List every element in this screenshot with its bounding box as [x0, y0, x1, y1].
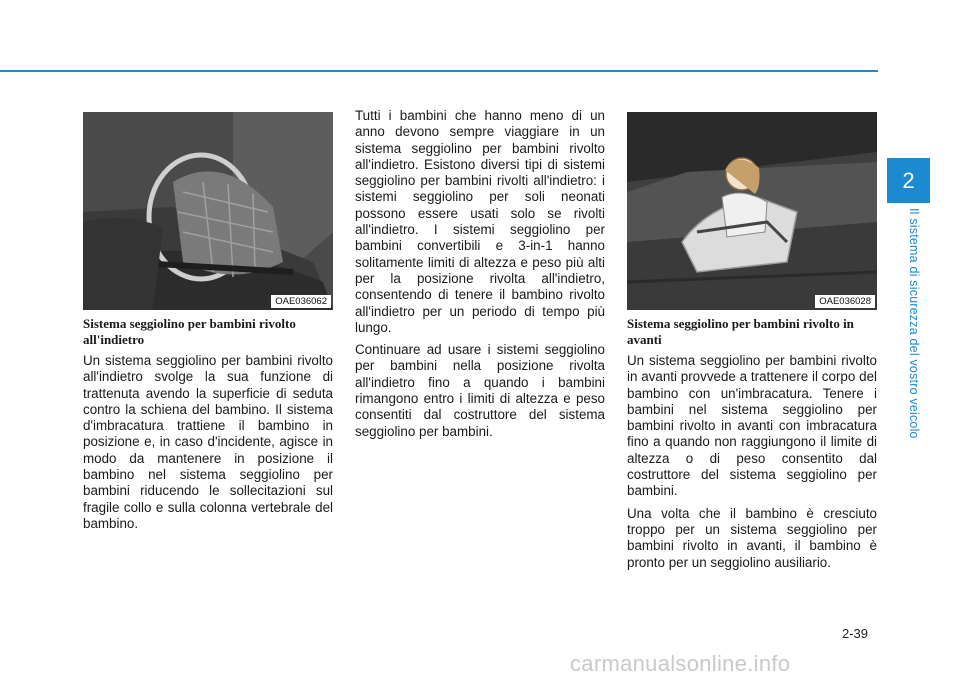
forward-facing-seat-illustration — [627, 112, 877, 310]
forward-facing-seat-figure — [627, 112, 877, 310]
figure-code-label: OAE036028 — [815, 295, 875, 308]
right-paragraph-1: Un sistema seggiolino per bambini rivolto in avanti provvede a trattenere il corpo del bambino con un'imbracatura. Tenere i bambini nel sistema seggiolino per bambini rivolto in avanti con imbracatura fino a quando non raggiungono il limite di altezza o di peso consentito dal costruttore del sistema seggiolino per bambini. — [627, 353, 877, 499]
rear-facing-seat-figure — [83, 112, 333, 310]
right-paragraph-2: Una volta che il bambino è cresciuto troppo per un sistema seggiolino per bambini rivolto in avanti, il bambino è pronto per un seggiolino ausiliario. — [627, 505, 877, 570]
page-number: 2-39 — [842, 626, 869, 641]
top-rule — [0, 70, 878, 72]
right-column — [627, 112, 877, 577]
middle-paragraph-2: Continuare ad usare i sistemi seggiolino per bambini nella posizione rivolta all'indietro fino a quando i bambini rimangono entro i limiti di altezza e peso consentiti dal costruttore del sistema seggiolino per bambini. — [355, 342, 605, 439]
rear-facing-seat-illustration — [83, 112, 333, 310]
right-heading: Sistema seggiolino per bambini rivolto in avanti — [627, 316, 854, 347]
chapter-number-tab: 2 — [887, 158, 930, 203]
figure-code-label: OAE036062 — [271, 295, 331, 308]
left-paragraph-1: Un sistema seggiolino per bambini rivolto all'indietro svolge la sua funzione di trattenuta avendo la superficie di seduta contro la schiena del bambino. Il sistema d'imbracatura trattiene il bambino in posizione e, in caso d'incidente, agisce in modo da mantenere in posizione il bambino nel sistema seggiolino per bambini riducendo le sollecitazioni sul fragile collo e sulla colonna vertebrale del bambino. — [83, 353, 333, 531]
watermark: carmanualsonline.info — [570, 651, 791, 676]
chapter-title: Il sistema di sicurezza del vostro veicolo — [907, 208, 921, 439]
left-column — [83, 112, 333, 538]
left-heading: Sistema seggiolino per bambini rivolto all'indietro — [83, 316, 296, 347]
middle-column — [355, 108, 605, 446]
middle-paragraph-1: Tutti i bambini che hanno meno di un anno devono sempre viaggiare in un sistema seggiolino per bambini rivolto all'indietro. Esistono diversi tipi di sistemi seggiolino per bambini rivolti all'indietro: i sistemi seggiolino per soli neonati possono essere usati solo se rivolti all'indietro. I sistemi seggiolino per bambini convertibili e 3-in-1 hanno solitamente limiti di altezza e peso più alti per la posizione rivolta all'indietro, consentendo di tenere il bambino rivolto all'indietro per un periodo di tempo più lungo. — [355, 108, 605, 335]
